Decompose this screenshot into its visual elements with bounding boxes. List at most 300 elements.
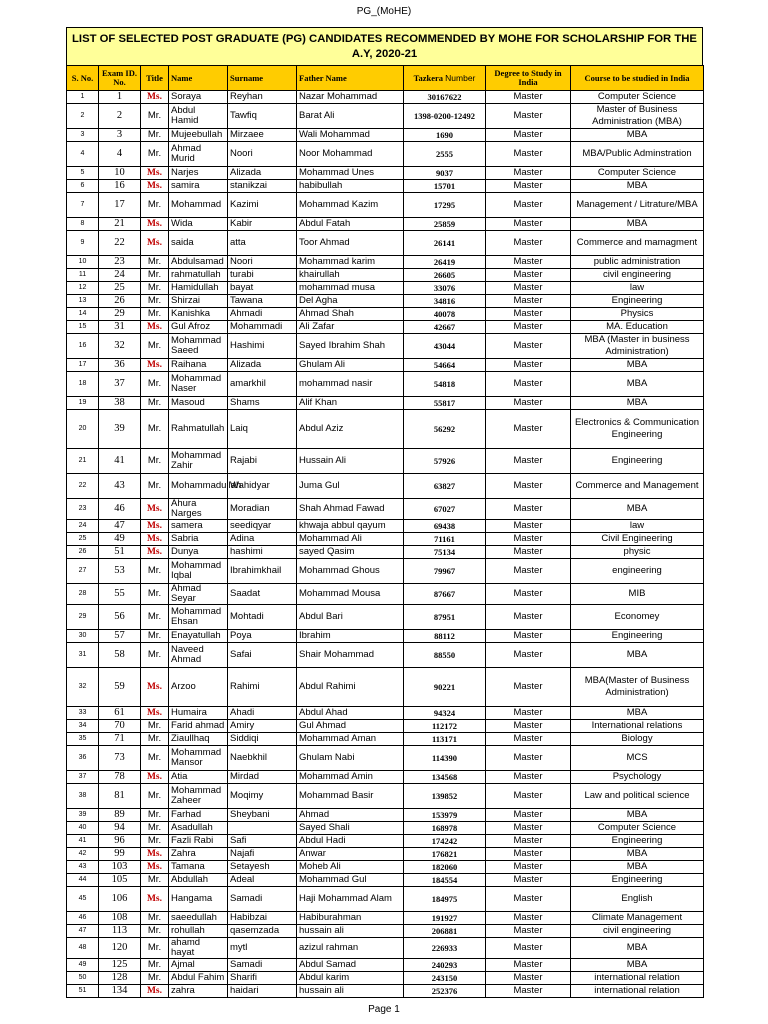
col-header-course: Course to be studied in India	[571, 66, 704, 91]
cell-course: Climate Management	[571, 912, 704, 925]
cell-tazkera: 139852	[404, 784, 486, 809]
cell-sno: 45	[67, 887, 99, 912]
table-row	[67, 887, 704, 912]
cell-sno: 25	[67, 533, 99, 546]
cell-title: Ms.	[141, 861, 169, 874]
cell-exam-id: 105	[99, 874, 141, 887]
cell-exam-id: 3	[99, 129, 141, 142]
cell-name: Atia	[169, 771, 228, 784]
cell-title: Mr.	[141, 193, 169, 218]
cell-title: Mr.	[141, 938, 169, 959]
cell-name: Hangama	[169, 887, 228, 912]
cell-course: MBA	[571, 372, 704, 397]
cell-sno: 28	[67, 584, 99, 605]
cell-tazkera: 57926	[404, 449, 486, 474]
cell-surname: Tawfiq	[228, 104, 297, 129]
cell-course: Civil Engineering	[571, 533, 704, 546]
cell-father-name: Barat Ali	[297, 104, 404, 129]
cell-tazkera: 94324	[404, 707, 486, 720]
cell-tazkera: 113171	[404, 733, 486, 746]
cell-exam-id: 59	[99, 668, 141, 707]
cell-tazkera: 88550	[404, 643, 486, 668]
cell-degree: Master	[486, 269, 571, 282]
cell-name: Dunya	[169, 546, 228, 559]
cell-degree: Master	[486, 533, 571, 546]
cell-degree: Master	[486, 746, 571, 771]
cell-surname: Naebkhil	[228, 746, 297, 771]
cell-name: Mujeebullah	[169, 129, 228, 142]
cell-sno: 2	[67, 104, 99, 129]
cell-degree: Master	[486, 861, 571, 874]
cell-sno: 31	[67, 643, 99, 668]
cell-father-name: habibullah	[297, 180, 404, 193]
cell-father-name: Gul Ahmad	[297, 720, 404, 733]
cell-title: Ms.	[141, 771, 169, 784]
cell-father-name: Juma Gul	[297, 474, 404, 499]
cell-sno: 12	[67, 282, 99, 295]
cell-father-name: Anwar	[297, 848, 404, 861]
cell-course: Engineering	[571, 295, 704, 308]
cell-title: Ms.	[141, 520, 169, 533]
cell-degree: Master	[486, 256, 571, 269]
cell-name: Mohammad Mansor	[169, 746, 228, 771]
cell-degree: Master	[486, 474, 571, 499]
cell-course: MBA	[571, 848, 704, 861]
table-row	[67, 720, 704, 733]
cell-sno: 32	[67, 668, 99, 707]
table-row	[67, 746, 704, 771]
cell-degree: Master	[486, 668, 571, 707]
cell-exam-id: 108	[99, 912, 141, 925]
cell-surname: Moradian	[228, 499, 297, 520]
cell-degree: Master	[486, 559, 571, 584]
cell-name: Shirzai	[169, 295, 228, 308]
cell-sno: 39	[67, 809, 99, 822]
cell-surname: mytl	[228, 938, 297, 959]
cell-father-name: Abdul Bari	[297, 605, 404, 630]
cell-degree: Master	[486, 308, 571, 321]
cell-name: Mohammad Saeed	[169, 334, 228, 359]
cell-surname: seediqyar	[228, 520, 297, 533]
cell-surname	[228, 822, 297, 835]
cell-exam-id: 106	[99, 887, 141, 912]
cell-surname: haidari	[228, 985, 297, 998]
cell-exam-id: 89	[99, 809, 141, 822]
cell-exam-id: 2	[99, 104, 141, 129]
cell-name: Kanishka	[169, 308, 228, 321]
cell-surname: Moqimy	[228, 784, 297, 809]
cell-exam-id: 41	[99, 449, 141, 474]
table-row	[67, 771, 704, 784]
cell-title: Mr.	[141, 822, 169, 835]
cell-sno: 48	[67, 938, 99, 959]
cell-name: Sabria	[169, 533, 228, 546]
cell-degree: Master	[486, 104, 571, 129]
cell-course: Computer Science	[571, 822, 704, 835]
table-row	[67, 129, 704, 142]
cell-name: Narjes	[169, 167, 228, 180]
cell-tazkera: 87667	[404, 584, 486, 605]
cell-surname: Mirzaee	[228, 129, 297, 142]
cell-surname: qasemzada	[228, 925, 297, 938]
cell-degree: Master	[486, 809, 571, 822]
cell-course: international relation	[571, 985, 704, 998]
cell-surname: atta	[228, 231, 297, 256]
cell-tazkera: 88112	[404, 630, 486, 643]
cell-course: Engineering	[571, 835, 704, 848]
cell-title: Mr.	[141, 720, 169, 733]
cell-surname: Wahidyar	[228, 474, 297, 499]
cell-father-name: khairullah	[297, 269, 404, 282]
cell-tazkera: 75134	[404, 546, 486, 559]
cell-title: Ms.	[141, 546, 169, 559]
col-header-sno: S. No.	[67, 66, 99, 91]
cell-course: Biology	[571, 733, 704, 746]
cell-degree: Master	[486, 193, 571, 218]
cell-degree: Master	[486, 835, 571, 848]
cell-course: international relation	[571, 972, 704, 985]
cell-surname: bayat	[228, 282, 297, 295]
cell-degree: Master	[486, 643, 571, 668]
cell-father-name: Mohammad Ali	[297, 533, 404, 546]
table-row	[67, 848, 704, 861]
cell-name: rahmatullah	[169, 269, 228, 282]
cell-name: Arzoo	[169, 668, 228, 707]
cell-name: Abdulsamad	[169, 256, 228, 269]
cell-father-name: Mohammad Kazim	[297, 193, 404, 218]
cell-sno: 44	[67, 874, 99, 887]
cell-sno: 51	[67, 985, 99, 998]
cell-exam-id: 38	[99, 397, 141, 410]
cell-title: Ms.	[141, 887, 169, 912]
candidates-sheet	[66, 27, 703, 998]
cell-tazkera: 17295	[404, 193, 486, 218]
cell-surname: Saadat	[228, 584, 297, 605]
cell-degree: Master	[486, 959, 571, 972]
cell-title: Ms.	[141, 533, 169, 546]
cell-exam-id: 134	[99, 985, 141, 998]
cell-tazkera: 114390	[404, 746, 486, 771]
cell-degree: Master	[486, 218, 571, 231]
cell-father-name: azizul rahman	[297, 938, 404, 959]
cell-sno: 9	[67, 231, 99, 256]
cell-title: Mr.	[141, 295, 169, 308]
cell-surname: Adeal	[228, 874, 297, 887]
cell-name: Gul Afroz	[169, 321, 228, 334]
cell-surname: Hashimi	[228, 334, 297, 359]
cell-sno: 19	[67, 397, 99, 410]
col-header-tazkera	[404, 66, 486, 91]
cell-title: Mr.	[141, 142, 169, 167]
cell-father-name: Sayed Ibrahim Shah	[297, 334, 404, 359]
cell-sno: 24	[67, 520, 99, 533]
cell-sno: 8	[67, 218, 99, 231]
candidates-table	[66, 65, 704, 998]
cell-title: Mr.	[141, 584, 169, 605]
cell-father-name: Mohammad Mousa	[297, 584, 404, 605]
cell-sno: 50	[67, 972, 99, 985]
cell-tazkera: 69438	[404, 520, 486, 533]
cell-father-name: Abdul Hadi	[297, 835, 404, 848]
cell-tazkera: 79967	[404, 559, 486, 584]
cell-sno: 30	[67, 630, 99, 643]
table-row	[67, 925, 704, 938]
cell-course: law	[571, 282, 704, 295]
cell-tazkera: 176821	[404, 848, 486, 861]
cell-title: Ms.	[141, 707, 169, 720]
cell-course: Economey	[571, 605, 704, 630]
cell-tazkera: 40078	[404, 308, 486, 321]
cell-title: Mr.	[141, 256, 169, 269]
cell-father-name: Nazar Mohammad	[297, 91, 404, 104]
cell-name: Ahmad Seyar	[169, 584, 228, 605]
cell-exam-id: 53	[99, 559, 141, 584]
cell-tazkera: 54818	[404, 372, 486, 397]
cell-degree: Master	[486, 938, 571, 959]
table-row	[67, 809, 704, 822]
cell-sno: 26	[67, 546, 99, 559]
cell-surname: Sheybani	[228, 809, 297, 822]
cell-sno: 40	[67, 822, 99, 835]
cell-name: Mohammad Naser	[169, 372, 228, 397]
cell-exam-id: 71	[99, 733, 141, 746]
cell-title: Mr.	[141, 397, 169, 410]
cell-course: Engineering	[571, 874, 704, 887]
cell-course: Master of Business Administration (MBA)	[571, 104, 704, 129]
cell-father-name: Abdul karim	[297, 972, 404, 985]
cell-exam-id: 31	[99, 321, 141, 334]
cell-tazkera: 112172	[404, 720, 486, 733]
table-row	[67, 668, 704, 707]
cell-course: civil engineering	[571, 925, 704, 938]
cell-father-name: sayed Qasim	[297, 546, 404, 559]
cell-degree: Master	[486, 822, 571, 835]
cell-exam-id: 22	[99, 231, 141, 256]
cell-name: Naveed Ahmad	[169, 643, 228, 668]
cell-course: Law and political science	[571, 784, 704, 809]
cell-tazkera: 26141	[404, 231, 486, 256]
cell-father-name: Shah Ahmad Fawad	[297, 499, 404, 520]
cell-title: Mr.	[141, 129, 169, 142]
cell-degree: Master	[486, 91, 571, 104]
cell-surname: Alizada	[228, 359, 297, 372]
cell-name: Fazli Rabi	[169, 835, 228, 848]
cell-name: Mohammadullah	[169, 474, 228, 499]
cell-exam-id: 17	[99, 193, 141, 218]
cell-exam-id: 37	[99, 372, 141, 397]
cell-course: MBA	[571, 809, 704, 822]
cell-exam-id: 57	[99, 630, 141, 643]
col-header-name: Name	[169, 66, 228, 91]
cell-father-name: Abdul Ahad	[297, 707, 404, 720]
cell-father-name: khwaja abbul qayum	[297, 520, 404, 533]
cell-title: Mr.	[141, 308, 169, 321]
cell-surname: amarkhil	[228, 372, 297, 397]
cell-exam-id: 103	[99, 861, 141, 874]
page-header: PG_(MoHE)	[356, 6, 412, 17]
col-header-tazkera-number: Number	[445, 72, 476, 83]
cell-course: MBA	[571, 643, 704, 668]
cell-tazkera: 206881	[404, 925, 486, 938]
cell-exam-id: 56	[99, 605, 141, 630]
table-row	[67, 334, 704, 359]
table-row	[67, 546, 704, 559]
cell-tazkera: 168978	[404, 822, 486, 835]
table-row	[67, 972, 704, 985]
cell-degree: Master	[486, 771, 571, 784]
table-row	[67, 605, 704, 630]
cell-title: Mr.	[141, 605, 169, 630]
cell-father-name: Mohammad karim	[297, 256, 404, 269]
cell-sno: 4	[67, 142, 99, 167]
cell-title: Mr.	[141, 474, 169, 499]
cell-tazkera: 174242	[404, 835, 486, 848]
cell-tazkera: 15701	[404, 180, 486, 193]
cell-tazkera: 1690	[404, 129, 486, 142]
cell-tazkera: 55817	[404, 397, 486, 410]
table-row	[67, 959, 704, 972]
cell-name: ahamd hayat	[169, 938, 228, 959]
cell-degree: Master	[486, 334, 571, 359]
cell-title: Ms.	[141, 848, 169, 861]
cell-surname: Mohtadi	[228, 605, 297, 630]
cell-degree: Master	[486, 231, 571, 256]
cell-name: Mohammad Zahir	[169, 449, 228, 474]
table-row	[67, 308, 704, 321]
cell-father-name: Habiburahman	[297, 912, 404, 925]
cell-exam-id: 70	[99, 720, 141, 733]
cell-father-name: Ali Zafar	[297, 321, 404, 334]
cell-degree: Master	[486, 707, 571, 720]
table-row	[67, 520, 704, 533]
cell-sno: 38	[67, 784, 99, 809]
cell-name: Mohammad Ehsan	[169, 605, 228, 630]
cell-sno: 22	[67, 474, 99, 499]
cell-sno: 29	[67, 605, 99, 630]
cell-degree: Master	[486, 520, 571, 533]
cell-course: Psychology	[571, 771, 704, 784]
cell-surname: Kabir	[228, 218, 297, 231]
table-row	[67, 584, 704, 605]
cell-name: Wida	[169, 218, 228, 231]
cell-exam-id: 49	[99, 533, 141, 546]
cell-title: Mr.	[141, 959, 169, 972]
table-row	[67, 321, 704, 334]
table-row	[67, 707, 704, 720]
cell-degree: Master	[486, 605, 571, 630]
cell-sno: 36	[67, 746, 99, 771]
cell-sno: 18	[67, 372, 99, 397]
cell-sno: 10	[67, 256, 99, 269]
cell-surname: Ahmadi	[228, 308, 297, 321]
cell-father-name: mohammad nasir	[297, 372, 404, 397]
cell-tazkera: 240293	[404, 959, 486, 972]
cell-name: samira	[169, 180, 228, 193]
cell-title: Ms.	[141, 91, 169, 104]
cell-degree: Master	[486, 359, 571, 372]
cell-tazkera: 226933	[404, 938, 486, 959]
cell-father-name: Abdul Aziz	[297, 410, 404, 449]
cell-surname: Shams	[228, 397, 297, 410]
cell-course: MIB	[571, 584, 704, 605]
cell-sno: 35	[67, 733, 99, 746]
cell-title: Mr.	[141, 643, 169, 668]
cell-name: Farhad	[169, 809, 228, 822]
cell-exam-id: 113	[99, 925, 141, 938]
cell-name: Asadullah	[169, 822, 228, 835]
cell-surname: Sharifi	[228, 972, 297, 985]
cell-degree: Master	[486, 925, 571, 938]
cell-surname: Habibzai	[228, 912, 297, 925]
cell-name: Farid ahmad	[169, 720, 228, 733]
cell-sno: 34	[67, 720, 99, 733]
cell-name: Ahura Narges	[169, 499, 228, 520]
cell-title: Mr.	[141, 372, 169, 397]
table-row	[67, 938, 704, 959]
cell-degree: Master	[486, 295, 571, 308]
table-row	[67, 559, 704, 584]
cell-title: Ms.	[141, 231, 169, 256]
cell-father-name: Ibrahim	[297, 630, 404, 643]
cell-course: MCS	[571, 746, 704, 771]
table-row	[67, 104, 704, 129]
cell-surname: Noori	[228, 256, 297, 269]
cell-course: International relations	[571, 720, 704, 733]
cell-father-name: Mohammad Amin	[297, 771, 404, 784]
cell-exam-id: 21	[99, 218, 141, 231]
cell-sno: 14	[67, 308, 99, 321]
cell-father-name: Abdul Fatah	[297, 218, 404, 231]
cell-name: Zahra	[169, 848, 228, 861]
cell-father-name: hussain ali	[297, 985, 404, 998]
cell-exam-id: 73	[99, 746, 141, 771]
cell-title: Mr.	[141, 809, 169, 822]
cell-father-name: Abdul Samad	[297, 959, 404, 972]
table-body	[67, 91, 704, 998]
table-header-row	[67, 66, 704, 91]
cell-sno: 20	[67, 410, 99, 449]
cell-course: MBA	[571, 959, 704, 972]
cell-title: Ms.	[141, 180, 169, 193]
cell-surname: Ibrahimkhail	[228, 559, 297, 584]
cell-course: public administration	[571, 256, 704, 269]
cell-sno: 41	[67, 835, 99, 848]
table-row	[67, 372, 704, 397]
cell-surname: Ahadi	[228, 707, 297, 720]
cell-degree: Master	[486, 321, 571, 334]
cell-tazkera: 153979	[404, 809, 486, 822]
cell-course: MBA	[571, 359, 704, 372]
cell-exam-id: 16	[99, 180, 141, 193]
cell-exam-id: 55	[99, 584, 141, 605]
cell-sno: 13	[67, 295, 99, 308]
cell-course: Management / Litrature/MBA	[571, 193, 704, 218]
cell-sno: 11	[67, 269, 99, 282]
cell-name: Abdullah	[169, 874, 228, 887]
cell-father-name: Alif Khan	[297, 397, 404, 410]
cell-course: Commerce and mamagment	[571, 231, 704, 256]
cell-degree: Master	[486, 733, 571, 746]
cell-exam-id: 29	[99, 308, 141, 321]
cell-course: MBA	[571, 129, 704, 142]
cell-name: Abdul Fahim	[169, 972, 228, 985]
cell-name: Ajmal	[169, 959, 228, 972]
cell-name: Hamidullah	[169, 282, 228, 295]
cell-father-name: Abdul Rahimi	[297, 668, 404, 707]
cell-father-name: hussain ali	[297, 925, 404, 938]
table-row	[67, 643, 704, 668]
cell-tazkera: 184975	[404, 887, 486, 912]
